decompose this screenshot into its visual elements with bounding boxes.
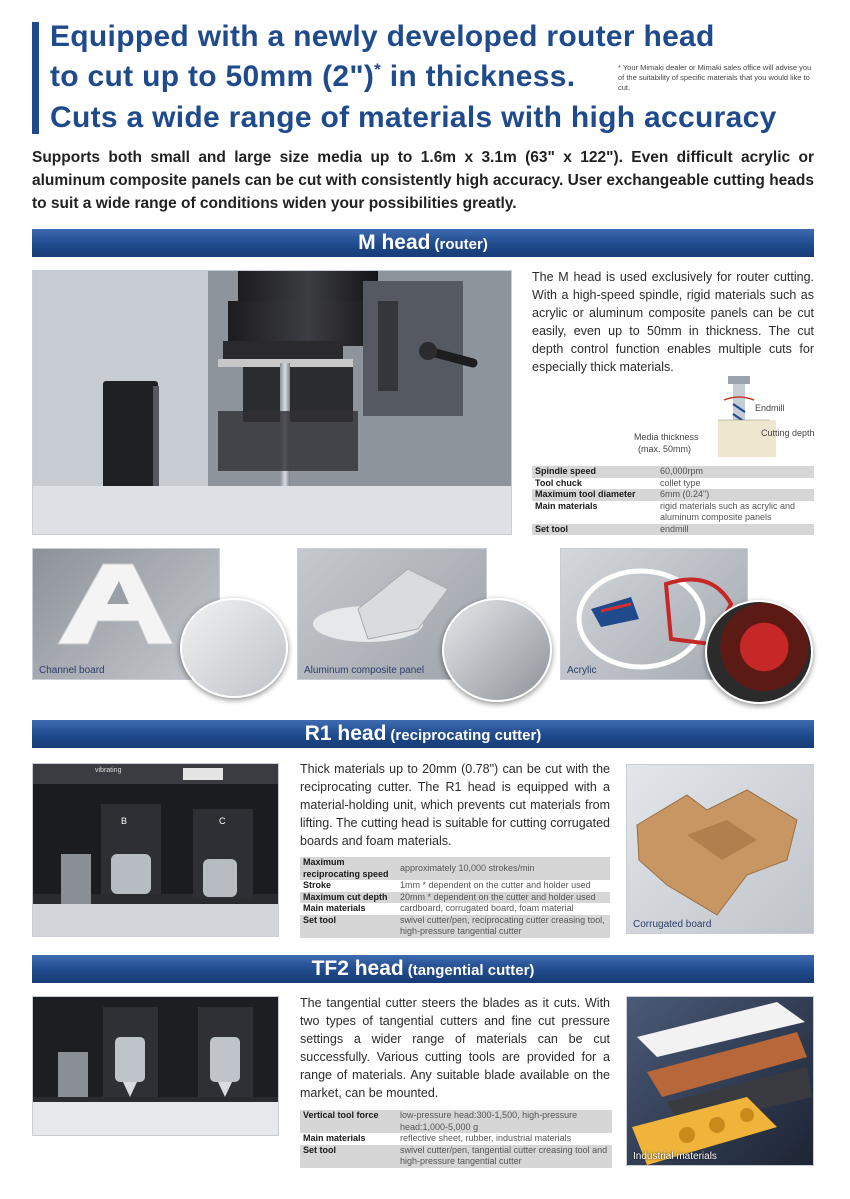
headline-line-1: Equipped with a newly developed router head: [50, 20, 715, 53]
m-head-banner: [32, 229, 814, 257]
spec-row: [300, 880, 610, 892]
cutting-depth-label: Cutting depth: [761, 428, 815, 438]
industrial-materials-graphic: [627, 997, 814, 1166]
tf2-head-spec-table: [300, 1110, 612, 1168]
spec-value: reflective sheet, rubber, industrial materials: [400, 1133, 572, 1143]
m-head-spec-table: [532, 466, 814, 535]
headline-line-2: [50, 60, 575, 94]
corrugated-board-graphic: [627, 765, 814, 934]
headline-line-2-text: to cut up to 50mm (2"): [50, 60, 375, 93]
spec-value: rigid materials such as acrylic and aluminum composite panels: [660, 500, 796, 522]
corrugated-board-photo: [626, 764, 814, 934]
corrugated-board-caption: Corrugated board: [633, 919, 712, 930]
r1-head-illustration: [33, 764, 279, 937]
spec-key: Vertical tool force: [300, 1110, 397, 1133]
tf2-head-description: The tangential cutter steers the blades as it cuts. With two types of tangential cutters and fine cut pressure settings a wider range of materials can be cut successfully. Various cutting tools are provided for a range of materials. Any suitable blade available on the market, can be mounted.: [300, 996, 610, 1100]
spec-row: [532, 524, 814, 536]
spec-value: 1mm * dependent on the cutter and holder used: [400, 880, 591, 890]
spec-value: cardboard, corrugated board, foam material: [400, 903, 574, 913]
spec-key: Stroke: [303, 880, 332, 890]
spec-row: [300, 892, 610, 904]
headline-line-2-end: in thickness.: [381, 60, 576, 93]
spec-row: [532, 466, 814, 478]
r1-head-title: R1 head: [304, 722, 387, 745]
spec-row: [532, 478, 814, 490]
spec-value: 20mm * dependent on the cutter and holder used: [397, 892, 610, 904]
spec-key: Main materials: [535, 500, 598, 511]
tf2-head-illustration: [33, 997, 279, 1136]
spec-key: Main materials: [303, 903, 366, 913]
endmill-diagram: [620, 374, 820, 464]
router-machine-illustration: [33, 271, 512, 535]
spec-row: [300, 915, 610, 938]
spec-value: endmill: [657, 524, 814, 536]
headline-footnote: * Your Mimaki dealer or Mimaki sales office will advise you of the suitability of specific materials that you would like to cut.: [618, 63, 812, 92]
channel-board-caption: Channel board: [39, 665, 105, 676]
spec-row: [300, 857, 610, 880]
head-c-label: C: [219, 816, 226, 826]
spec-row: [300, 1145, 612, 1168]
media-max-label: (max. 50mm): [638, 444, 692, 454]
tf2-head-banner: [32, 955, 814, 983]
spec-key: Tool chuck: [535, 477, 582, 488]
r1-head-spec-table: [300, 857, 610, 938]
media-thickness-label: Media thickness: [634, 432, 699, 442]
vibrating-label: vibrating: [95, 767, 122, 774]
industrial-materials-caption: Industrial materials: [633, 1151, 717, 1162]
spec-value: collet type: [660, 477, 701, 488]
spec-value: swivel cutter/pen, reciprocating cutter creasing tool, high-pressure tangential cutter: [397, 915, 610, 938]
acrylic-closeup: [705, 600, 813, 704]
intro-paragraph: Supports both small and large size media up to 1.6m x 3.1m (63" x 122"). Even difficult acrylic or aluminum composite panels can be cut with consistently high accuracy. User exchangeable cutting heads to suit a wide range of conditions widen your possibilities greatly.: [32, 149, 814, 212]
channel-board-closeup: [180, 598, 288, 698]
m-head-subtitle: (router): [434, 236, 488, 253]
spec-key: Set tool: [300, 915, 397, 938]
r1-head-description: Thick materials up to 20mm (0.78") can be cut with the reciprocating cutter. The R1 head is equipped with a material-holding unit, which prevents cut materials from lifting. The cutting head is suitable for cutting corrugated boards and foam materials.: [300, 762, 610, 848]
spec-key: Set tool: [300, 1145, 397, 1168]
spec-row: [300, 1133, 612, 1145]
spec-value: 60,000rpm: [657, 466, 814, 478]
r1-head-banner: [32, 720, 814, 748]
m-head-title: M head: [358, 231, 431, 254]
spec-key: Maximum reciprocating speed: [300, 857, 397, 880]
spec-value: swivel cutter/pen, tangential cutter creasing tool and high-pressure tangential cutter: [397, 1145, 612, 1168]
spec-key: Maximum tool diameter: [532, 489, 657, 501]
m-head-description: The M head is used exclusively for router cutting. With a high-speed spindle, rigid materials such as acrylic or aluminum composite panels can be cut easily, even up to 50mm in thickness. The cut depth control function enables multiple cuts for especially thick materials.: [532, 270, 814, 374]
spec-key: Maximum cut depth: [300, 892, 397, 904]
spec-row: [300, 903, 610, 915]
spec-row: [532, 489, 814, 501]
spec-key: Set tool: [532, 524, 657, 536]
footnote-mark: *: [374, 60, 382, 79]
title-accent-bar: [32, 22, 39, 134]
endmill-label: Endmill: [755, 403, 785, 413]
aluminum-panel-closeup: [442, 598, 552, 702]
spec-key: Main materials: [303, 1133, 366, 1143]
head-b-label: B: [121, 816, 128, 826]
spec-value: 6mm (0.24"): [657, 489, 814, 501]
m-head-router-photo: [32, 270, 512, 535]
r1-head-photo: [32, 763, 279, 937]
industrial-materials-photo: [626, 996, 814, 1166]
tf2-head-title: TF2 head: [311, 957, 404, 980]
headline-line-3: Cuts a wide range of materials with high accuracy: [50, 101, 777, 134]
spec-key: Spindle speed: [532, 466, 657, 478]
spec-value: low-pressure head:300-1,500, high-pressure head:1,000-5,000 g: [397, 1110, 612, 1133]
spec-row: [532, 501, 814, 524]
acrylic-caption: Acrylic: [567, 665, 597, 676]
spec-row: [300, 1110, 612, 1133]
tf2-head-subtitle: (tangential cutter): [407, 962, 535, 979]
tf2-head-photo: [32, 996, 279, 1136]
aluminum-panel-caption: Aluminum composite panel: [304, 665, 425, 676]
r1-head-subtitle: (reciprocating cutter): [390, 727, 542, 744]
spec-value: approximately 10,000 strokes/min: [397, 857, 610, 880]
